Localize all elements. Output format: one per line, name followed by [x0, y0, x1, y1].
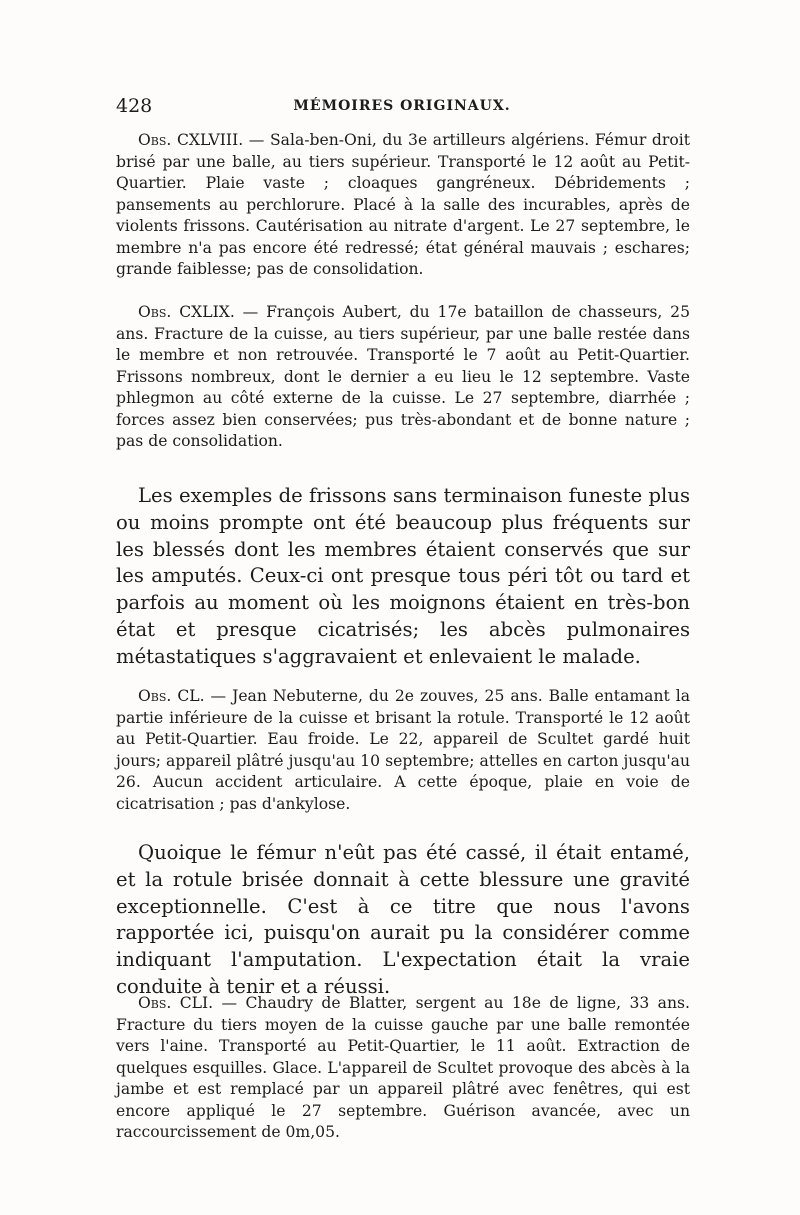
observation-label: Obs. CL. — [138, 687, 205, 705]
observation-cxlviii — [116, 130, 690, 281]
observation-text: — Sala-ben-Oni, du 3e artilleurs algériens. Fémur droit brisé par une balle, au tiers supérieur. Transporté le 12 août au Petit-Quartier. Plaie vaste ; cloaques gangréneux. Débridements ; pansements au perchlorure. Placé à la salle des incurables, après de violents frissons. Cautérisation au nitrate d'argent. Le 27 septembre, le membre n'a pas encore été redressé; état général mauvais ; eschares; grande faiblesse; pas de consolidation. — [116, 131, 690, 278]
observation-cxlix — [116, 302, 690, 453]
paragraph-text: Quoique le fémur n'eût pas été cassé, il était entamé, et la rotule brisée donnait à cette blessure une gravité exceptionnelle. C'est à ce titre que nous l'avons rapportée ici, puisqu'on aurait pu la considérer comme indiquant l'amputation. L'expectation était la vraie conduite à tenir et a réussi. — [116, 841, 690, 998]
observation-label: Obs. CXLIX. — [138, 303, 235, 321]
page-header — [116, 95, 688, 125]
observation-cl — [116, 686, 690, 815]
commentary-paragraph — [116, 483, 690, 671]
observation-text: — Jean Nebuterne, du 2e zouves, 25 ans. Balle entamant la partie inférieure de la cuisse et brisant la rotule. Transporté le 12 août au Petit-Quartier. Eau froide. Le 22, appareil de Scultet gardé huit jours; appareil plâtré jusqu'au 10 septembre; attelles en carton jusqu'au 26. Aucun accident articulaire. A cette époque, plaie en voie de cicatrisation ; pas d'ankylose. — [116, 687, 690, 813]
observation-label: Obs. CXLVIII. — [138, 131, 244, 149]
commentary-paragraph-2 — [116, 840, 690, 1001]
page-number: 428 — [116, 95, 153, 117]
running-title: MÉMOIRES ORIGINAUX. — [293, 98, 511, 114]
observation-text: — François Aubert, du 17e bataillon de chasseurs, 25 ans. Fracture de la cuisse, au tiers supérieur, par une balle restée dans le membre et non retrouvée. Transporté le 7 août au Petit-Quartier. Frissons nombreux, dont le dernier a eu lieu le 12 septembre. Vaste phlegmon au côté externe de la cuisse. Le 27 septembre, diarrhée ; forces assez bien conservées; pus très-abondant et de bonne nature ; pas de consolidation. — [116, 303, 690, 450]
observation-cli — [116, 993, 690, 1144]
observation-label: Obs. CLI. — [138, 994, 214, 1012]
observation-text: — Chaudry de Blatter, sergent au 18e de ligne, 33 ans. Fracture du tiers moyen de la cuisse gauche par une balle remontée vers l'aine. Transporté au Petit-Quartier, le 11 août. Extraction de quelques esquilles. Glace. L'appareil de Scultet provoque des abcès à la jambe et est remplacé par un appareil plâtré avec fenêtres, qui est encore appliqué le 27 septembre. Guérison avancée, avec un raccourcissement de 0m,05. — [116, 994, 690, 1141]
paragraph-text: Les exemples de frissons sans terminaison funeste plus ou moins prompte ont été beaucoup plus fréquents sur les blessés dont les membres étaient conservés que sur les amputés. Ceux-ci ont presque tous péri tôt ou tard et parfois au moment où les moignons étaient en très-bon état et presque cicatrisés; les abcès pulmonaires métastatiques s'aggravaient et enlevaient le malade. — [116, 484, 690, 668]
